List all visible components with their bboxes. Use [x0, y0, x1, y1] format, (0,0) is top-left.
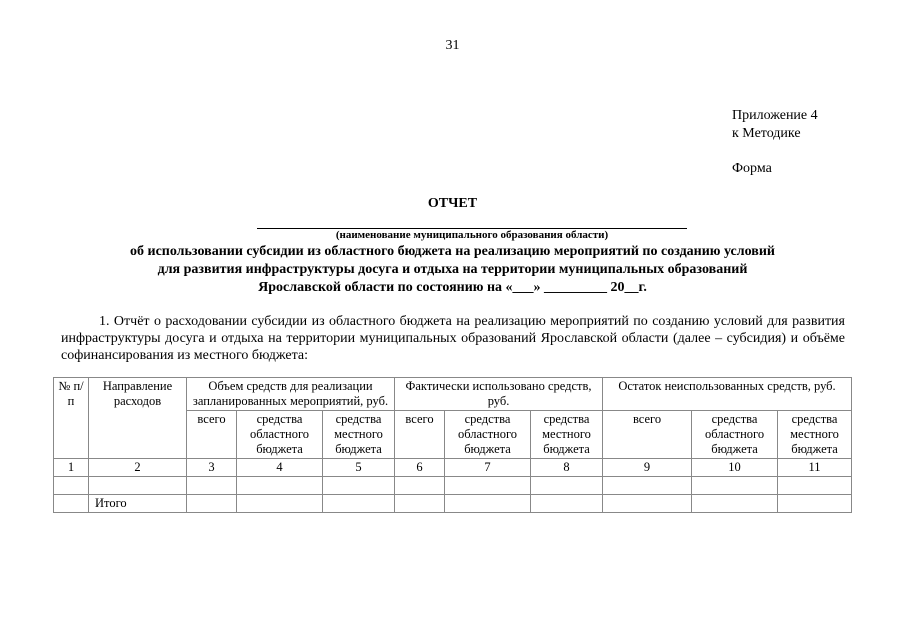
table-cell	[237, 477, 323, 495]
subheader-local: средства местного бюджета	[531, 411, 603, 459]
table-cell	[531, 495, 603, 513]
subtitle-line-1: об использовании субсидии из областного бюджета на реализацию мероприятий по созданию условий	[130, 244, 775, 259]
table-cell	[445, 495, 531, 513]
column-number: 9	[603, 459, 692, 477]
column-number: 11	[778, 459, 852, 477]
table-row-total	[54, 495, 852, 513]
table-cell	[54, 495, 89, 513]
table-cell	[603, 495, 692, 513]
table-cell	[395, 477, 445, 495]
column-number-row	[54, 459, 852, 477]
subheader-local: средства местного бюджета	[323, 411, 395, 459]
column-number: 5	[323, 459, 395, 477]
subheader-total: всего	[603, 411, 692, 459]
table-cell	[531, 477, 603, 495]
header-planned: Объем средств для реализации запланированных мероприятий, руб.	[187, 378, 395, 411]
column-number: 2	[89, 459, 187, 477]
column-number: 1	[54, 459, 89, 477]
column-number: 10	[692, 459, 778, 477]
table-cell	[323, 495, 395, 513]
total-label: Итого	[89, 495, 187, 513]
report-paragraph: 1. Отчёт о расходовании субсидии из областного бюджета на реализацию мероприятий по созданию условий для развития инфраструктуры досуга и отдыха на территории муниципальных образований Ярославской области (далее – субсидия) и объёме софинансирования из местного бюджета:	[61, 314, 845, 363]
subheader-total: всего	[187, 411, 237, 459]
column-number: 3	[187, 459, 237, 477]
subheader-regional: средства областного бюджета	[692, 411, 778, 459]
table-header-row	[54, 378, 852, 411]
municipality-name-caption: (наименование муниципального образования области)	[335, 229, 609, 241]
report-title: ОТЧЕТ	[427, 196, 478, 211]
page-number: 31	[445, 38, 460, 53]
table-cell	[323, 477, 395, 495]
table-cell	[778, 495, 852, 513]
appendix-label: Приложение 4	[732, 108, 818, 123]
table-cell	[395, 495, 445, 513]
table-cell	[445, 477, 531, 495]
subheader-total: всего	[395, 411, 445, 459]
subheader-regional: средства областного бюджета	[445, 411, 531, 459]
subheader-regional: средства областного бюджета	[237, 411, 323, 459]
column-number: 4	[237, 459, 323, 477]
subtitle-line-3: Ярославской области по состоянию на «___» _________ 20__г.	[258, 280, 647, 295]
table-row-empty	[54, 477, 852, 495]
table-cell	[187, 495, 237, 513]
table-cell	[54, 477, 89, 495]
appendix-methodology: к Методике	[732, 126, 801, 141]
table-cell	[89, 477, 187, 495]
column-number: 6	[395, 459, 445, 477]
column-number: 8	[531, 459, 603, 477]
subtitle-line-2: для развития инфраструктуры досуга и отдыха на территории муниципальных образований	[157, 262, 748, 277]
report-table	[53, 377, 852, 513]
table-cell	[237, 495, 323, 513]
table-cell	[692, 495, 778, 513]
column-number: 7	[445, 459, 531, 477]
table-cell	[778, 477, 852, 495]
header-actual: Фактически использовано средств, руб.	[395, 378, 603, 411]
table-cell	[692, 477, 778, 495]
header-remainder: Остаток неиспользованных средств, руб.	[603, 378, 852, 411]
header-number: № п/п	[54, 378, 89, 459]
table-cell	[603, 477, 692, 495]
header-direction: Направление расходов	[89, 378, 187, 459]
table-cell	[187, 477, 237, 495]
subheader-local: средства местного бюджета	[778, 411, 852, 459]
form-label: Форма	[732, 161, 772, 176]
